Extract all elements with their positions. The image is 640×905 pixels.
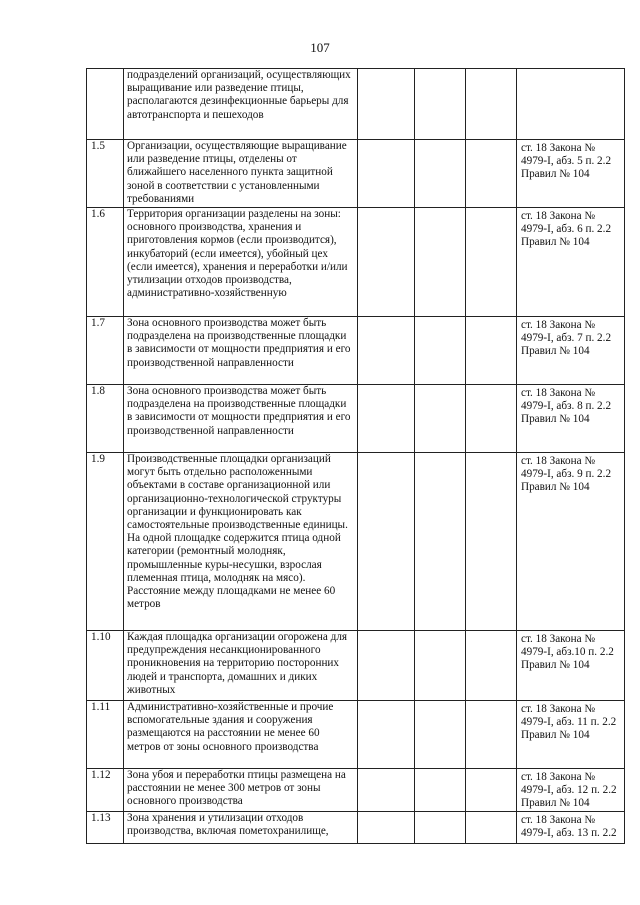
row-number: 1.9 — [87, 453, 124, 631]
table-row — [87, 385, 625, 453]
legal-reference: ст. 18 Закона № 4979-I, абз. 9 п. 2.2 Правил № 104 — [517, 453, 625, 631]
legal-reference: ст. 18 Закона № 4979-I, абз. 8 п. 2.2 Правил № 104 — [517, 385, 625, 453]
answer-cell-no — [415, 208, 466, 317]
requirement-text: Каждая площадка организации огорожена для предупреждения несанкционированного проникновения на территорию посторонних людей и транспорта, домашних и диких животных — [124, 631, 358, 701]
answer-cell-na — [466, 701, 517, 769]
table-row — [87, 701, 625, 769]
answer-cell-yes — [358, 812, 415, 844]
answer-cell-na — [466, 769, 517, 812]
row-number: 1.6 — [87, 208, 124, 317]
requirement-text: Зона хранения и утилизации отходов производства, включая пометохранилище, — [124, 812, 358, 844]
legal-reference: ст. 18 Закона № 4979-I, абз. 6 п. 2.2 Правил № 104 — [517, 208, 625, 317]
requirement-text: подразделений организаций, осуществляющих выращивание или разведение птицы, располагаются дезинфекционные барьеры для автотранспорта и пешеходов — [124, 69, 358, 140]
requirement-text: Зона основного производства может быть подразделена на производственные площадки в зависимости от мощности предприятия и его производственной направленности — [124, 385, 358, 453]
requirement-text: Административно-хозяйственные и прочие вспомогательные здания и сооружения размещаются на расстоянии не менее 60 метров от зоны основного производства — [124, 701, 358, 769]
answer-cell-yes — [358, 140, 415, 208]
answer-cell-na — [466, 140, 517, 208]
row-number — [87, 69, 124, 140]
answer-cell-yes — [358, 453, 415, 631]
legal-reference: ст. 18 Закона № 4979-I, абз. 12 п. 2.2 Правил № 104 — [517, 769, 625, 812]
row-number: 1.11 — [87, 701, 124, 769]
answer-cell-yes — [358, 208, 415, 317]
row-number: 1.13 — [87, 812, 124, 844]
legal-reference — [517, 69, 625, 140]
answer-cell-no — [415, 69, 466, 140]
answer-cell-na — [466, 208, 517, 317]
answer-cell-yes — [358, 69, 415, 140]
legal-reference: ст. 18 Закона № 4979-I, абз. 13 п. 2.2 — [517, 812, 625, 844]
answer-cell-no — [415, 453, 466, 631]
requirements-table — [86, 68, 625, 844]
legal-reference: ст. 18 Закона № 4979-I, абз. 11 п. 2.2 Правил № 104 — [517, 701, 625, 769]
requirement-text: Организации, осуществляющие выращивание или разведение птицы, отделены от ближайшего населенного пункта защитной зоной в соответствии с установленными требованиями — [124, 140, 358, 208]
page-number: 107 — [310, 40, 330, 55]
legal-reference: ст. 18 Закона № 4979-I, абз.10 п. 2.2 Правил № 104 — [517, 631, 625, 701]
table-row — [87, 812, 625, 844]
table-row — [87, 69, 625, 140]
legal-reference: ст. 18 Закона № 4979-I, абз. 7 п. 2.2 Правил № 104 — [517, 317, 625, 385]
row-number: 1.8 — [87, 385, 124, 453]
answer-cell-na — [466, 385, 517, 453]
row-number: 1.12 — [87, 769, 124, 812]
answer-cell-no — [415, 631, 466, 701]
answer-cell-na — [466, 812, 517, 844]
answer-cell-na — [466, 69, 517, 140]
row-number: 1.7 — [87, 317, 124, 385]
answer-cell-yes — [358, 631, 415, 701]
answer-cell-na — [466, 317, 517, 385]
requirement-text: Производственные площадки организаций могут быть отдельно расположенными объектами в составе организационной или организационно-технологической структуры организации и функционировать как самостоятельные производственные единицы. На одной площадке содержится птица одной категории (ремонтный молодняк, промышленные куры-несушки, взрослая племенная птица, молодняк на мясо). Расстояние между площадками не менее 60 метров — [124, 453, 358, 631]
row-number: 1.5 — [87, 140, 124, 208]
table-row — [87, 453, 625, 631]
answer-cell-yes — [358, 769, 415, 812]
requirement-text: Зона основного производства может быть подразделена на производственные площадки в зависимости от мощности предприятия и его производственной направленности — [124, 317, 358, 385]
answer-cell-no — [415, 701, 466, 769]
requirement-text: Территория организации разделены на зоны: основного производства, хранения и приготовления кормов (если производится), инкубаторий (если имеется), убойный цех (если имеется), хранения и переработки и/или утилизации отходов производства, административно-хозяйственную — [124, 208, 358, 317]
answer-cell-no — [415, 812, 466, 844]
answer-cell-no — [415, 385, 466, 453]
row-number: 1.10 — [87, 631, 124, 701]
table-row — [87, 140, 625, 208]
answer-cell-na — [466, 453, 517, 631]
answer-cell-yes — [358, 385, 415, 453]
table-row — [87, 769, 625, 812]
table-row — [87, 317, 625, 385]
answer-cell-no — [415, 140, 466, 208]
answer-cell-no — [415, 769, 466, 812]
table-row — [87, 631, 625, 701]
requirement-text: Зона убоя и переработки птицы размещена на расстоянии не менее 300 метров от зоны основного производства — [124, 769, 358, 812]
answer-cell-yes — [358, 317, 415, 385]
answer-cell-na — [466, 631, 517, 701]
table-row — [87, 208, 625, 317]
answer-cell-yes — [358, 701, 415, 769]
legal-reference: ст. 18 Закона № 4979-I, абз. 5 п. 2.2 Правил № 104 — [517, 140, 625, 208]
answer-cell-no — [415, 317, 466, 385]
